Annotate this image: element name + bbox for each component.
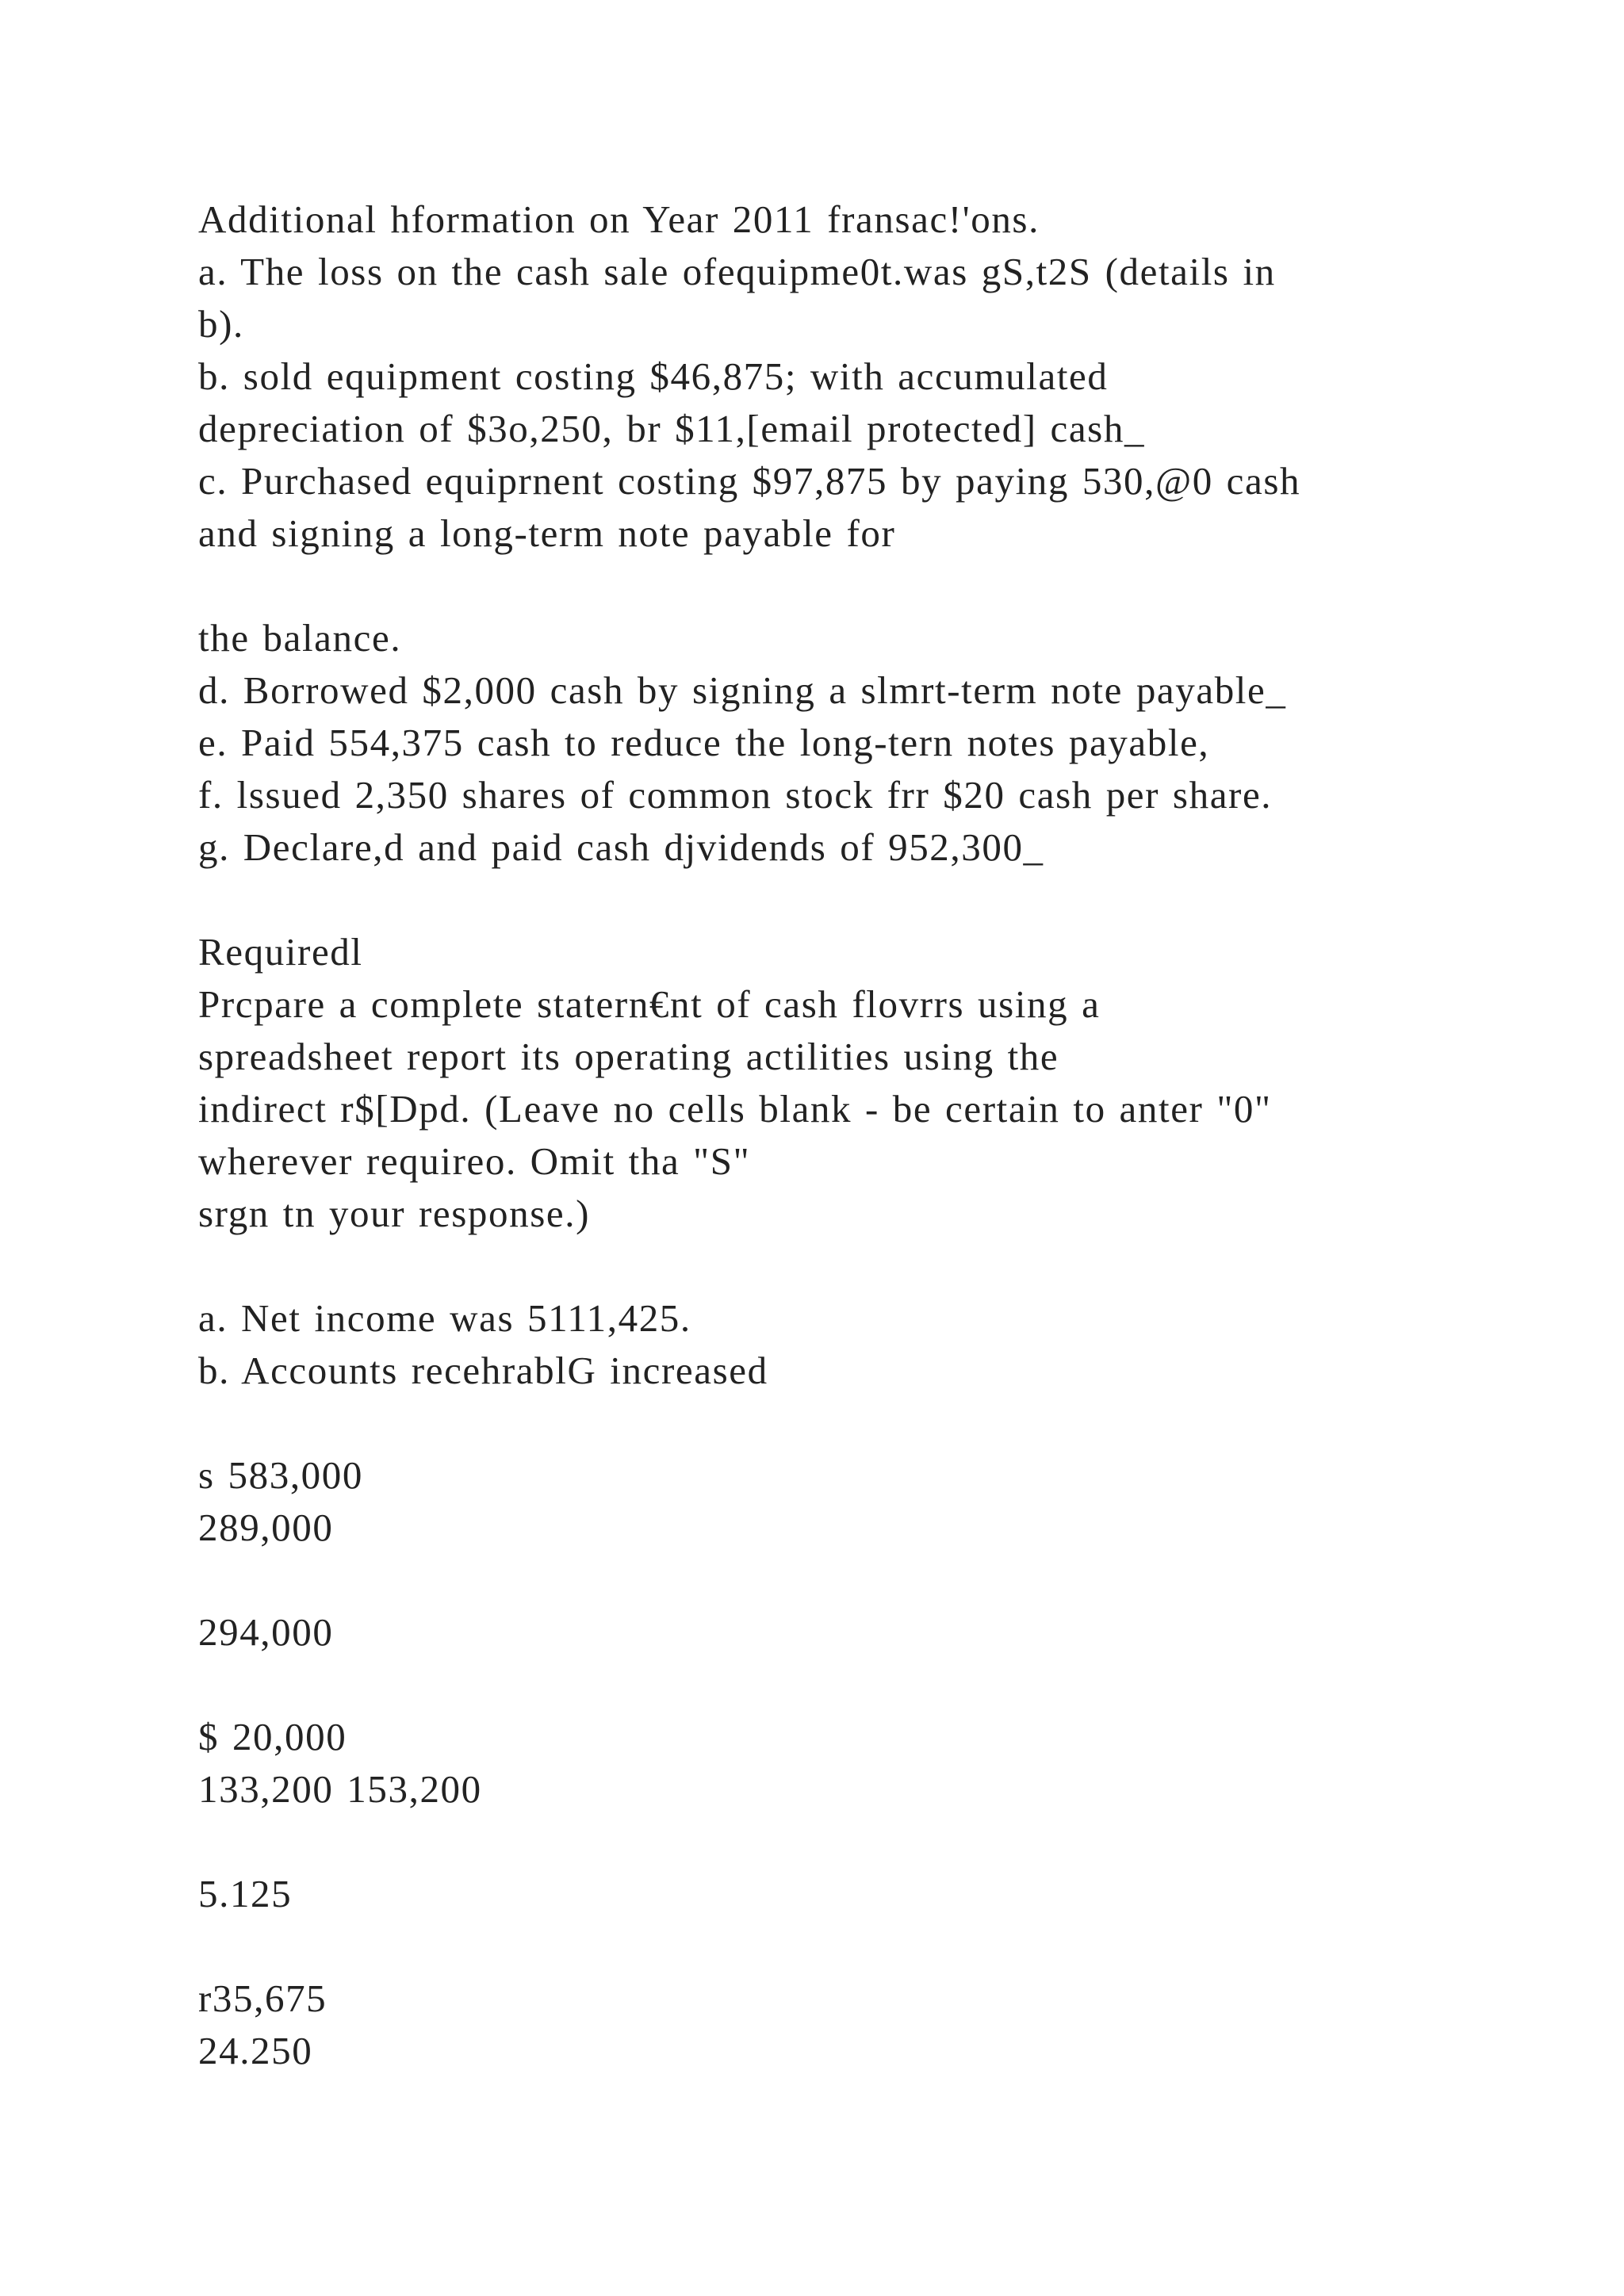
amount-line: 289,000: [198, 1506, 334, 1549]
heading-required: Requiredl: [198, 930, 363, 974]
text-line: depreciation of $3o,250, br $11,[email protected] cash_: [198, 407, 1146, 450]
text-line: b. Accounts recehrablG increased: [198, 1349, 768, 1392]
blank-line: [198, 1920, 1546, 1973]
amount-line: 133,200 153,200: [198, 1767, 482, 1811]
document-text: [198, 193, 1546, 2077]
text-line: wherever requireo. Omit tha "S": [198, 1139, 751, 1183]
blank-line: [198, 560, 1546, 612]
text-line: b. sold equipment costing $46,875; with accumulated: [198, 354, 1109, 398]
text-line: c. Purchased equiprnent costing $97,875 by paying 530,@0 cash: [198, 459, 1301, 503]
text-line: and signing a long-term note payable for: [198, 511, 896, 555]
blank-line: [198, 1397, 1546, 1449]
amount-line: r35,675: [198, 1976, 327, 2020]
text-line: Prcpare a complete statern€nt of cash flovrrs using a: [198, 982, 1101, 1026]
text-line: b).: [198, 302, 244, 346]
text-line: f. lssued 2,350 shares of common stock frr $20 cash per share.: [198, 773, 1273, 817]
heading-additional-information: Additional hformation on Year 2011 fransac!'ons.: [198, 197, 1040, 241]
blank-line: [198, 1554, 1546, 1606]
blank-line: [198, 1240, 1546, 1292]
text-line: d. Borrowed $2,000 cash by signing a slmrt-term note payable_: [198, 668, 1287, 712]
text-line: g. Declare,d and paid cash djvidends of 952,300_: [198, 825, 1044, 869]
blank-line: [198, 874, 1546, 926]
amount-line: $ 20,000: [198, 1715, 347, 1758]
blank-line: [198, 1816, 1546, 1868]
amount-line: s 583,000: [198, 1453, 363, 1497]
amount-line: 5.125: [198, 1872, 293, 1915]
text-line: indirect r$[Dpd. (Leave no cells blank - be certain to anter "0": [198, 1087, 1272, 1131]
text-line: spreadsheet report its operating actilities using the: [198, 1035, 1059, 1078]
text-line: e. Paid 554,375 cash to reduce the long-tern notes payable,: [198, 721, 1210, 764]
text-line: a. Net income was 5111,425.: [198, 1296, 691, 1340]
text-line: the balance.: [198, 616, 402, 660]
text-line: srgn tn your response.): [198, 1192, 591, 1235]
amount-line: 294,000: [198, 1610, 334, 1654]
amount-line: 24.250: [198, 2029, 313, 2072]
blank-line: [198, 1659, 1546, 1711]
text-line: a. The loss on the cash sale ofequipme0t.was gS,t2S (details in: [198, 250, 1276, 293]
